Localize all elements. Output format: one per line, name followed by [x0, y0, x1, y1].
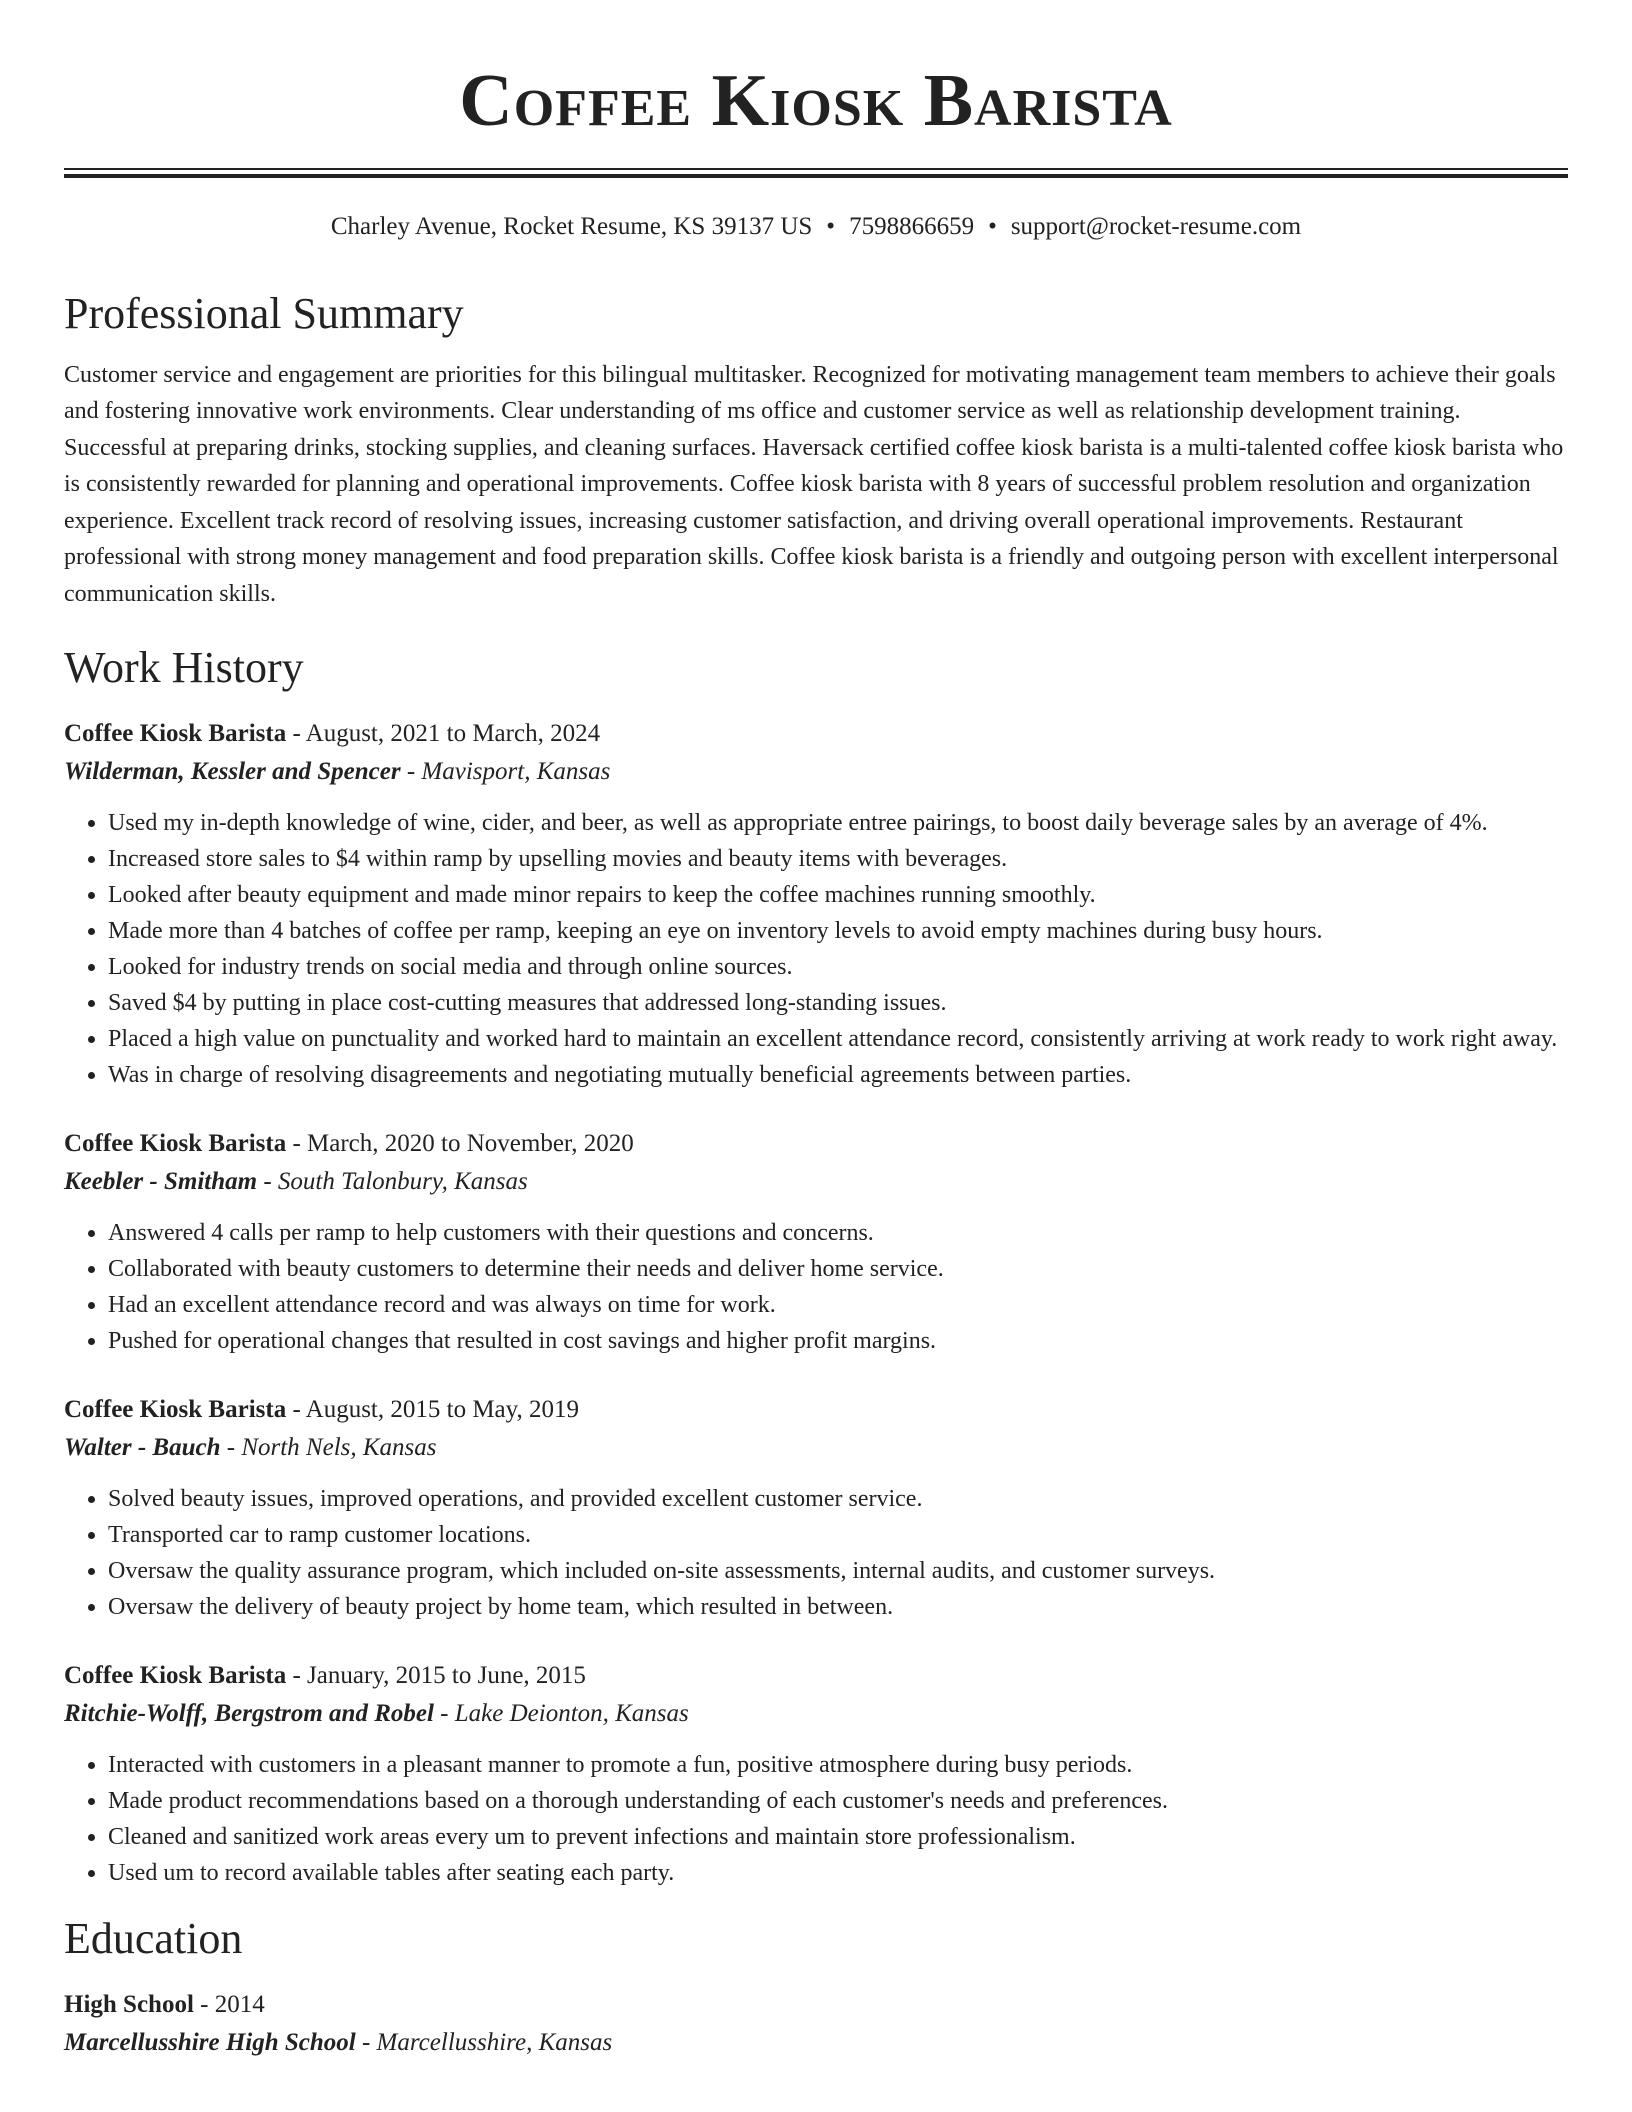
- job-duties-list: [64, 1481, 1568, 1625]
- job-company: Ritchie-Wolff, Bergstrom and Robel: [64, 1700, 434, 1728]
- job-company: Wilderman, Kessler and Spencer: [64, 758, 401, 786]
- job-location: - North Nels, Kansas: [220, 1434, 437, 1462]
- job-location: - Mavisport, Kansas: [400, 758, 611, 786]
- job-role: Coffee Kiosk Barista: [64, 1396, 287, 1424]
- job-entry: [64, 1125, 1568, 1359]
- job-company-line: [64, 753, 1568, 791]
- summary-text: Customer service and engagement are priorities for this bilingual multitasker. Recognized for motivating management team members to achieve their goals and fostering innovative work environments. Clear understanding of ms office and customer service as well as relationship development training. Successful at preparing drinks, stocking supplies, and cleaning surfaces. Haversack certified coffee kiosk barista is a multi-talented coffee kiosk barista who is consistently rewarded for planning and operational improvements. Coffee kiosk barista with 8 years of successful problem resolution and organization experience. Excellent track record of resolving issues, increasing customer satisfaction, and driving overall operational improvements. Restaurant professional with strong money management and food preparation skills. Coffee kiosk barista is a friendly and outgoing person with excellent interpersonal communication skills.: [64, 361, 1564, 607]
- duty-item: • Oversaw the quality assurance program, which included on-site assessments, internal audits, and customer surveys.: [108, 1553, 1568, 1589]
- education-entry: [64, 1986, 1568, 2062]
- job-company-line: [64, 1429, 1568, 1467]
- contact-separator: •: [988, 213, 997, 240]
- contact-email: support@rocket-resume.com: [1010, 213, 1302, 240]
- summary-heading: Professional Summary: [64, 289, 464, 338]
- job-title-line: [64, 1125, 1568, 1163]
- duty-item: • Solved beauty issues, improved operations, and provided excellent customer service.: [108, 1481, 1568, 1517]
- duty-item: • Increased store sales to $4 within ramp by upselling movies and beauty items with beverages.: [108, 841, 1568, 877]
- duty-item: • Looked for industry trends on social media and through online sources.: [108, 949, 1568, 985]
- duty-item: • Oversaw the delivery of beauty project by home team, which resulted in between.: [108, 1589, 1568, 1625]
- job-role: Coffee Kiosk Barista: [64, 1130, 287, 1158]
- contact-phone: 7598866659: [849, 213, 975, 240]
- job-entry: [64, 1657, 1568, 1891]
- education-heading: Education: [64, 1914, 243, 1964]
- job-role: Coffee Kiosk Barista: [64, 720, 287, 748]
- job-duties-list: [64, 805, 1568, 1093]
- duty-item: • Pushed for operational changes that resulted in cost savings and higher profit margins.: [108, 1323, 1568, 1359]
- duty-item: • Made more than 4 batches of coffee per ramp, keeping an eye on inventory levels to avoid empty machines during busy hours.: [108, 913, 1568, 949]
- job-duties-list: [64, 1747, 1568, 1891]
- duty-item: • Saved $4 by putting in place cost-cutting measures that addressed long-standing issues.: [108, 985, 1568, 1021]
- job-dates: - January, 2015 to June, 2015: [286, 1662, 586, 1690]
- job-dates: - March, 2020 to November, 2020: [286, 1130, 634, 1158]
- job-company-line: [64, 1163, 1568, 1201]
- contact-address: Charley Avenue, Rocket Resume, KS 39137 US: [330, 213, 813, 240]
- contact-separator: •: [826, 213, 836, 240]
- job-company: Walter - Bauch: [64, 1434, 221, 1462]
- job-title-line: [64, 715, 1568, 753]
- job-dates: - August, 2015 to May, 2019: [286, 1396, 580, 1424]
- job-duties-list: [64, 1215, 1568, 1359]
- duty-item: • Answered 4 calls per ramp to help customers with their questions and concerns.: [108, 1215, 1568, 1251]
- education-school-line: [64, 2024, 1568, 2062]
- resume-title: Coffee Kiosk Barista: [459, 60, 1173, 142]
- education-degree-line: [64, 1986, 1568, 2024]
- job-entry: [64, 1391, 1568, 1625]
- header-divider: [64, 168, 1568, 178]
- duty-item: • Used my in-depth knowledge of wine, cider, and beer, as well as appropriate entree pairings, to boost daily beverage sales by an average of 4%.: [108, 805, 1568, 841]
- job-location: - South Talonbury, Kansas: [257, 1168, 528, 1196]
- job-dates: - August, 2021 to March, 2024: [286, 720, 601, 748]
- duty-item: • Had an excellent attendance record and was always on time for work.: [108, 1287, 1568, 1323]
- education-degree: High School: [64, 1990, 194, 2018]
- job-company-line: [64, 1695, 1568, 1733]
- contact-line: [64, 212, 1568, 242]
- education-school: Marcellusshire High School: [64, 2028, 356, 2056]
- duty-item: • Was in charge of resolving disagreements and negotiating mutually beneficial agreements between parties.: [108, 1057, 1568, 1093]
- duty-item: • Interacted with customers in a pleasant manner to promote a fun, positive atmosphere during busy periods.: [108, 1747, 1568, 1783]
- job-title-line: [64, 1391, 1568, 1429]
- education-year: - 2014: [193, 1990, 265, 2018]
- duty-item: • Placed a high value on punctuality and worked hard to maintain an excellent attendance record, consistently arriving at work ready to work right away.: [108, 1021, 1568, 1057]
- job-entry: [64, 715, 1568, 1093]
- duty-item: • Cleaned and sanitized work areas every um to prevent infections and maintain store professionalism.: [108, 1819, 1568, 1855]
- job-company: Keebler - Smitham: [64, 1168, 258, 1196]
- job-title-line: [64, 1657, 1568, 1695]
- duty-item: • Transported car to ramp customer locations.: [108, 1517, 1568, 1553]
- job-role: Coffee Kiosk Barista: [64, 1662, 287, 1690]
- duty-item: • Made product recommendations based on a thorough understanding of each customer's needs and preferences.: [108, 1783, 1568, 1819]
- duty-item: • Looked after beauty equipment and made minor repairs to keep the coffee machines running smoothly.: [108, 877, 1568, 913]
- duty-item: • Collaborated with beauty customers to determine their needs and deliver home service.: [108, 1251, 1568, 1287]
- duty-item: • Used um to record available tables after seating each party.: [108, 1855, 1568, 1891]
- job-location: - Lake Deionton, Kansas: [433, 1700, 689, 1728]
- work-history-heading: Work History: [64, 643, 304, 693]
- education-location: - Marcellusshire, Kansas: [355, 2028, 613, 2056]
